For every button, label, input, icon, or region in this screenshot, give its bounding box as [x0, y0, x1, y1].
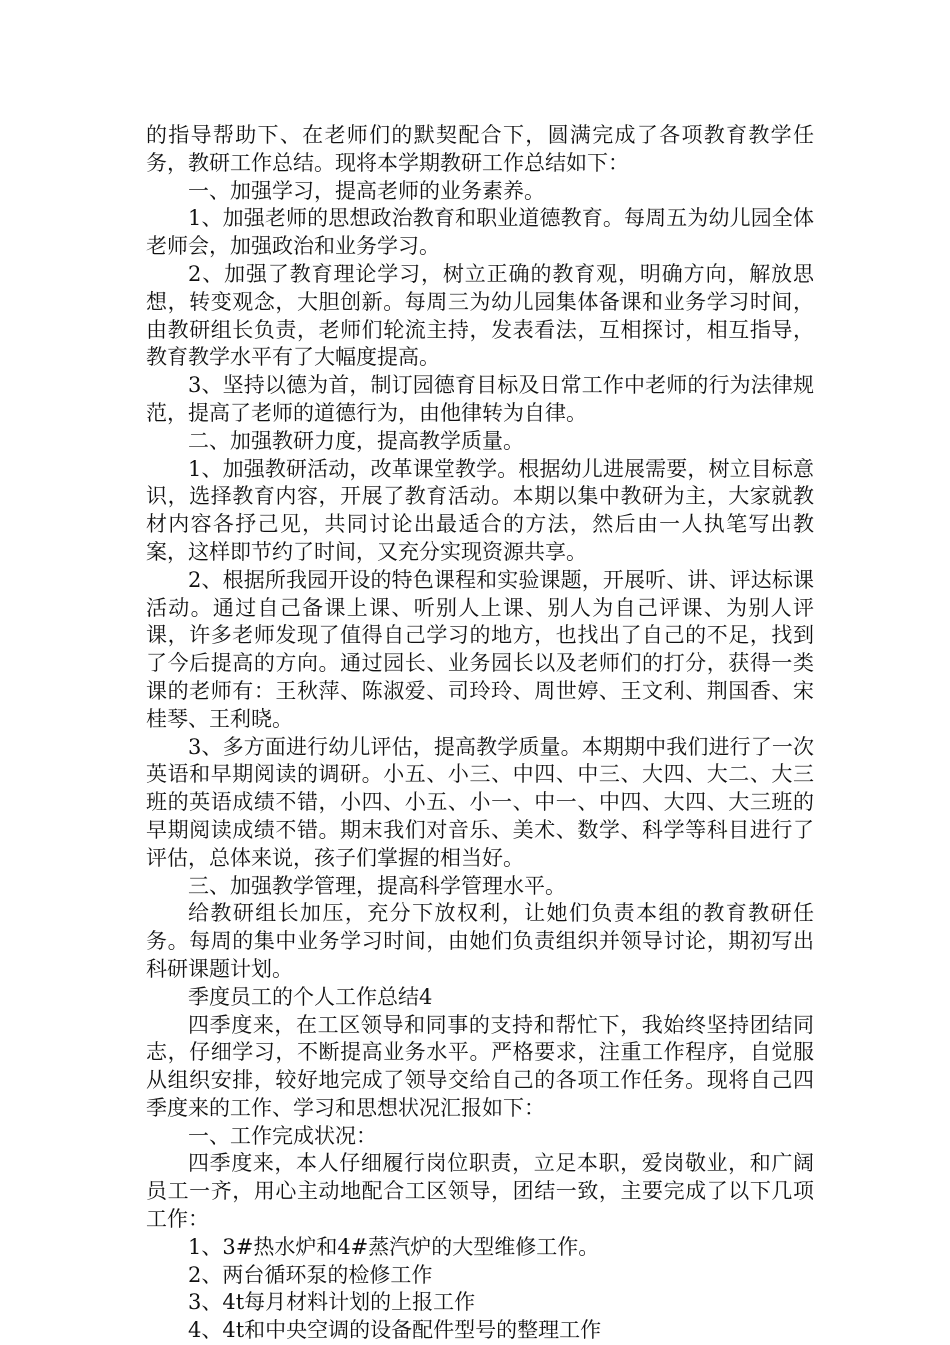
- section-heading-2: 二、加强教研力度，提高教学质量。: [188, 428, 524, 453]
- paragraph-4-intro: 四季度来，在工区领导和同事的支持和帮忙下，我始终坚持团结同志，仔细学习，不断提高业务水平。严格要求，注重工作程序，自觉服从组织安排，较好地完成了领导交给自己的各项工作任务。现将自己四季度来的工作、学习和思想状况汇报如下：: [146, 1012, 814, 1120]
- list-item-3: 3、4t每月材料计划的上报工作: [188, 1290, 476, 1315]
- paragraph-1-1: 1、加强老师的思想政治教育和职业道德教育。每周五为幼儿园全体老师会，加强政治和业务学习。: [146, 206, 814, 259]
- list-item-1: 1、3#热水炉和4#蒸汽炉的大型维修工作。: [188, 1234, 600, 1259]
- document-body: [146, 122, 814, 1345]
- paragraph-1-2: 2、加强了教育理论学习，树立正确的教育观，明确方向，解放思想，转变观念，大胆创新。每周三为幼儿园集体备课和业务学习时间，由教研组长负责，老师们轮流主持，发表看法，互相探讨，相互指导，教育教学水平有了大幅度提高。: [146, 261, 814, 370]
- section-heading-3: 三、加强教学管理，提高科学管理水平。: [188, 873, 566, 898]
- document-title-4: 季度员工的个人工作总结4: [188, 984, 433, 1009]
- section-heading-4-1: 一、工作完成状况：: [188, 1123, 377, 1148]
- paragraph-4-1: 四季度来，本人仔细履行岗位职责，立足本职，爱岗敬业，和广阔员工一齐，用心主动地配合工区领导，团结一致，主要完成了以下几项工作：: [146, 1151, 814, 1232]
- paragraph-1-3: 3、坚持以德为首，制订园德育目标及日常工作中老师的行为法律规范，提高了老师的道德行为，由他律转为自律。: [146, 373, 814, 425]
- list-item-4: 4、4t和中央空调的设备配件型号的整理工作: [188, 1318, 602, 1343]
- paragraph-2-2: 2、根据所我园开设的特色课程和实验课题，开展听、讲、评达标课活动。通过自己备课上课、听别人上课、别人为自己评课、为别人评课，许多老师发现了值得自己学习的地方，也找出了自己的不足，找到了今后提高的方向。通过园长、业务园长以及老师们的打分，获得一类课的老师有：王秋萍、陈淑爱、司玲玲、周世婷、王文利、荆国香、宋桂琴、王利晓。: [146, 567, 814, 731]
- paragraph-3-1: 给教研组长加压，充分下放权利，让她们负责本组的教育教研任务。每周的集中业务学习时间，由她们负责组织并领导讨论，期初写出科研课题计划。: [146, 901, 814, 981]
- section-heading-1: 一、加强学习，提高老师的业务素养。: [188, 178, 545, 203]
- paragraph-2-1: 1、加强教研活动，改革课堂教学。根据幼儿进展需要，树立目标意识，选择教育内容，开展了教育活动。本期以集中教研为主，大家就教材内容各抒己见，共同讨论出最适合的方法，然后由一人执笔写出教案，这样即节约了时间，又充分实现资源共享。: [146, 456, 814, 564]
- paragraph-2-3: 3、多方面进行幼儿评估，提高教学质量。本期期中我们进行了一次英语和早期阅读的调研。小五、小三、中四、中三、大四、大二、大三班的英语成绩不错，小四、小五、小一、中一、中四、大四、大三班的早期阅读成绩不错。期末我们对音乐、美术、数学、科学等科目进行了评估，总体来说，孩子们掌握的相当好。: [146, 734, 814, 870]
- list-item-2: 2、两台循环泵的检修工作: [188, 1262, 433, 1287]
- paragraph-intro-continuation: 的指导帮助下、在老师们的默契配合下，圆满完成了各项教育教学任务，教研工作总结。现将本学期教研工作总结如下：: [146, 123, 814, 175]
